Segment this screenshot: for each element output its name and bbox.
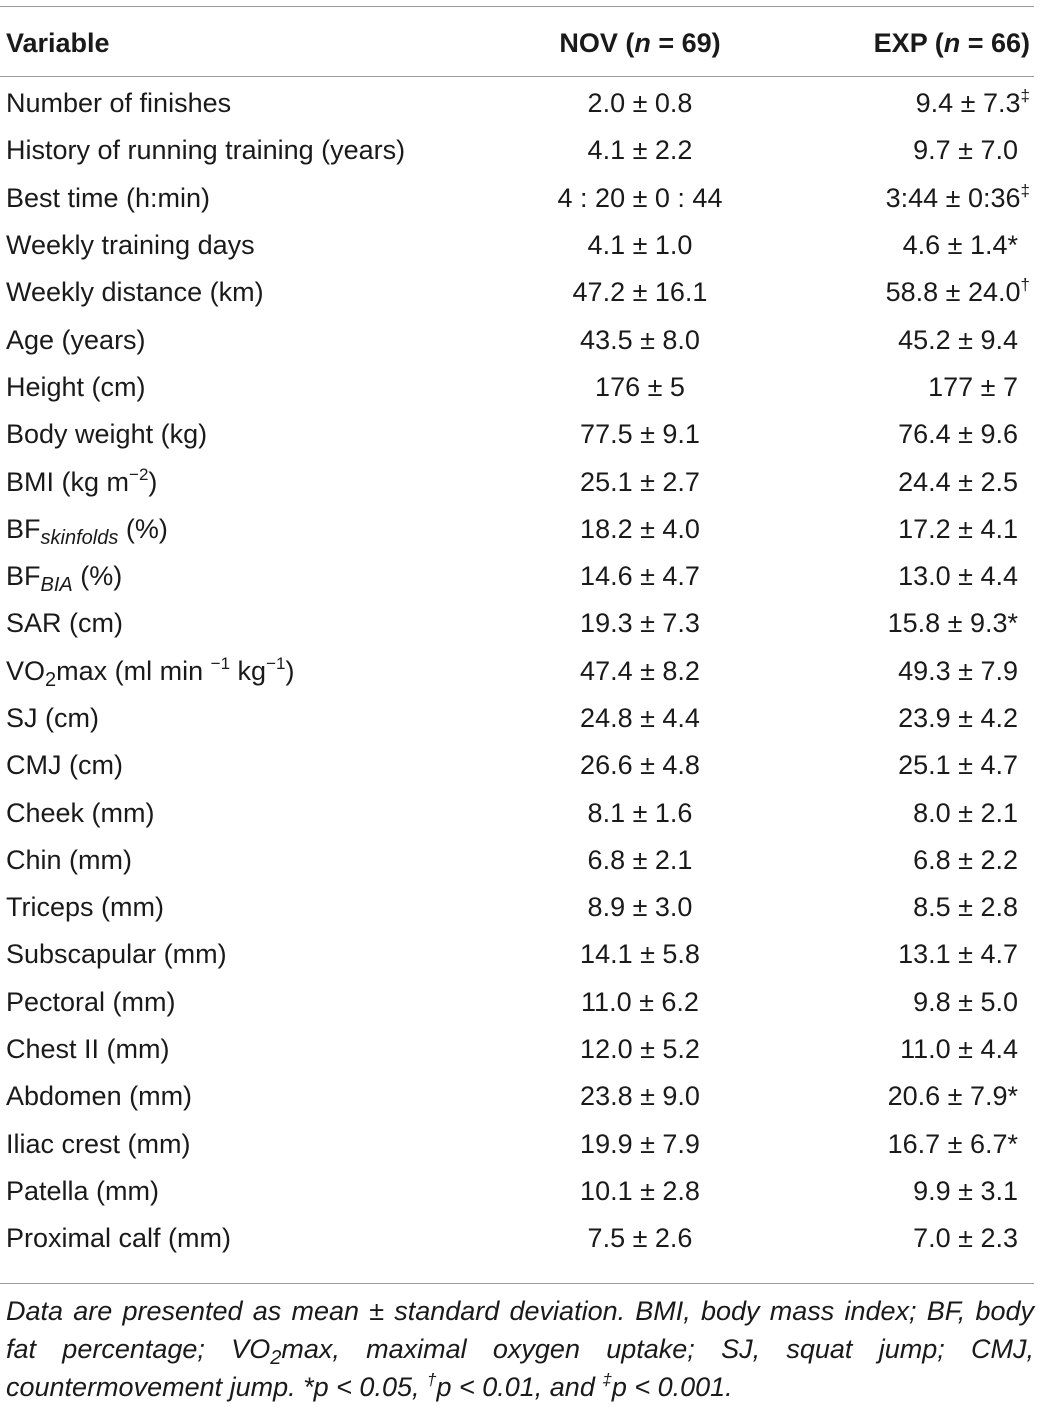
- cell-nov: 14.6 ± 4.7: [580, 561, 700, 592]
- cell-nov: 11.0 ± 6.2: [581, 986, 699, 1017]
- cell-exp: 23.9 ± 4.2: [898, 703, 1018, 733]
- cell-exp: 24.4 ± 2.5: [898, 466, 1018, 497]
- cell-variable: CMJ (cm): [6, 750, 123, 781]
- cell-nov: 23.8 ± 9.0: [580, 1081, 700, 1112]
- header-nov: NOV (n = 69): [559, 27, 721, 58]
- table-row: [0, 837, 1040, 884]
- cell-variable: Number of finishes: [6, 88, 232, 119]
- table-row: [0, 931, 1040, 978]
- table-footnote: Data are presented as mean ± standard deviation. BMI, body mass index; BF, body fat percentage; $VO_2\max$, maximal oxygen uptake; SJ, squat jump; CMJ, countermovement jump. *p < 0.05, †p < 0.01, and ‡p < 0.001.: [6, 1296, 1034, 1402]
- cell-variable: Chest II (mm): [6, 1034, 170, 1065]
- table-row: [0, 553, 1040, 600]
- cell-variable: Abdomen (mm): [6, 1081, 193, 1112]
- cell-exp: 16.7 ± 6.7*: [887, 1128, 1018, 1159]
- table-row: [0, 1026, 1040, 1073]
- table-row: [0, 1121, 1040, 1168]
- cell-variable: SJ (cm): [6, 703, 99, 733]
- cell-nov: 176 ± 5: [595, 371, 685, 402]
- table-row: [0, 695, 1040, 742]
- cell-nov: 47.4 ± 8.2: [580, 655, 700, 686]
- cell-variable: Best time (h:min): [6, 182, 211, 213]
- table-row: [0, 742, 1040, 789]
- cell-exp: 17.2 ± 4.1: [898, 513, 1018, 544]
- cell-exp: 4.6 ± 1.4*: [902, 230, 1018, 261]
- table-body: [0, 80, 1040, 1262]
- cell-nov: 2.0 ± 0.8: [587, 88, 693, 119]
- table-row: [0, 411, 1040, 458]
- cell-variable: Chin (mm): [6, 844, 132, 875]
- cell-exp: 45.2 ± 9.4: [898, 324, 1018, 355]
- header-exp: EXP (n = 66): [873, 27, 1030, 58]
- cell-exp: 11.0 ± 4.4: [900, 1034, 1018, 1065]
- cell-variable: Weekly training days: [6, 230, 255, 261]
- cell-exp: 177 ± 7: [928, 371, 1018, 402]
- cell-exp: 13.0 ± 4.4: [898, 561, 1018, 592]
- cell-nov: 8.9 ± 3.0: [587, 892, 693, 923]
- cell-variable: Body weight (kg): [6, 419, 208, 450]
- cell-variable: Triceps (mm): [6, 892, 164, 923]
- table-row: [0, 648, 1040, 695]
- cell-exp: 7.0 ± 2.3: [913, 1223, 1018, 1254]
- cell-variable: Proximal calf (mm): [6, 1223, 232, 1254]
- cell-variable: History of running training (years): [6, 135, 406, 166]
- cell-exp: 49.3 ± 7.9: [898, 655, 1018, 686]
- header-row: [0, 0, 1040, 80]
- cell-nov: 4.1 ± 2.2: [587, 135, 693, 166]
- cell-variable: $VO_2\max$ (ml min $^{-1}$ $kg^{-1}$): [6, 653, 295, 691]
- cell-nov: 4 : 20 ± 0 : 44: [557, 182, 723, 213]
- cell-exp: 9.7 ± 7.0: [913, 135, 1018, 166]
- cell-variable: Cheek (mm): [6, 797, 155, 828]
- cell-exp: 9.8 ± 5.0: [913, 986, 1018, 1017]
- table-row: [0, 884, 1040, 931]
- cell-exp: 13.1 ± 4.7: [898, 939, 1018, 970]
- table-row: [0, 175, 1040, 222]
- cell-nov: 77.5 ± 9.1: [580, 419, 700, 450]
- cell-exp: 6.8 ± 2.2: [913, 844, 1018, 875]
- cell-nov: 24.8 ± 4.4: [580, 703, 700, 733]
- table-row: [0, 1168, 1040, 1215]
- cell-nov: 26.6 ± 4.8: [580, 750, 700, 781]
- cell-variable: Patella (mm): [6, 1175, 160, 1206]
- cell-variable: Subscapular (mm): [6, 939, 227, 970]
- bottom-rule: [0, 1283, 1034, 1284]
- table-row: [0, 458, 1040, 505]
- cell-nov: 18.2 ± 4.0: [580, 513, 700, 544]
- cell-exp: 58.8 ± 24.0†: [885, 275, 1030, 308]
- cell-variable: Pectoral (mm): [6, 986, 176, 1017]
- cell-exp: 3:44 ± 0:36‡: [885, 180, 1030, 213]
- cell-variable: Weekly distance (km): [6, 277, 264, 308]
- table-row: [0, 1215, 1040, 1262]
- cell-variable: Iliac crest (mm): [6, 1128, 191, 1159]
- table-row: [0, 127, 1040, 174]
- cell-exp: 76.4 ± 9.6: [898, 419, 1018, 450]
- cell-exp: 15.8 ± 9.3*: [887, 608, 1018, 639]
- cell-exp: 9.9 ± 3.1: [913, 1175, 1018, 1206]
- cell-nov: 14.1 ± 5.8: [580, 939, 700, 970]
- header-variable: Variable: [6, 27, 110, 58]
- cell-variable: Age (years): [6, 324, 146, 355]
- cell-nov: 4.1 ± 1.0: [587, 230, 693, 261]
- table-row: [0, 316, 1040, 363]
- table-row: [0, 789, 1040, 836]
- cell-nov: 8.1 ± 1.6: [587, 797, 693, 828]
- cell-exp: 20.6 ± 7.9*: [887, 1081, 1018, 1112]
- cell-variable: $BF_{skinfolds}$ (%): [6, 513, 168, 549]
- table-row: [0, 80, 1040, 127]
- table-row: [0, 269, 1040, 316]
- cell-variable: $BF_{BIA}$ (%): [6, 561, 123, 597]
- table-row: [0, 222, 1040, 269]
- table-row: [0, 506, 1040, 553]
- cell-exp: 8.0 ± 2.1: [913, 797, 1018, 828]
- table-row: [0, 364, 1040, 411]
- cell-nov: 25.1 ± 2.7: [580, 466, 700, 497]
- cell-variable: SAR (cm): [6, 608, 123, 639]
- cell-nov: 19.3 ± 7.3: [580, 608, 700, 639]
- cell-nov: 43.5 ± 8.0: [580, 324, 700, 355]
- cell-nov: 12.0 ± 5.2: [580, 1034, 700, 1065]
- cell-nov: 7.5 ± 2.6: [587, 1223, 693, 1254]
- cell-nov: 10.1 ± 2.8: [580, 1175, 700, 1206]
- cell-nov: 47.2 ± 16.1: [572, 277, 708, 308]
- cell-nov: 19.9 ± 7.9: [580, 1128, 700, 1159]
- cell-exp: 8.5 ± 2.8: [913, 892, 1018, 923]
- cell-variable: BMI (kg $m^{-2}$): [6, 464, 158, 497]
- cell-variable: Height (cm): [6, 371, 146, 402]
- table-row: [0, 979, 1040, 1026]
- table-row: [0, 600, 1040, 647]
- cell-exp: 25.1 ± 4.7: [898, 750, 1018, 781]
- cell-exp: 9.4 ± 7.3‡: [915, 86, 1030, 119]
- cell-nov: 6.8 ± 2.1: [587, 844, 693, 875]
- table-row: [0, 1073, 1040, 1120]
